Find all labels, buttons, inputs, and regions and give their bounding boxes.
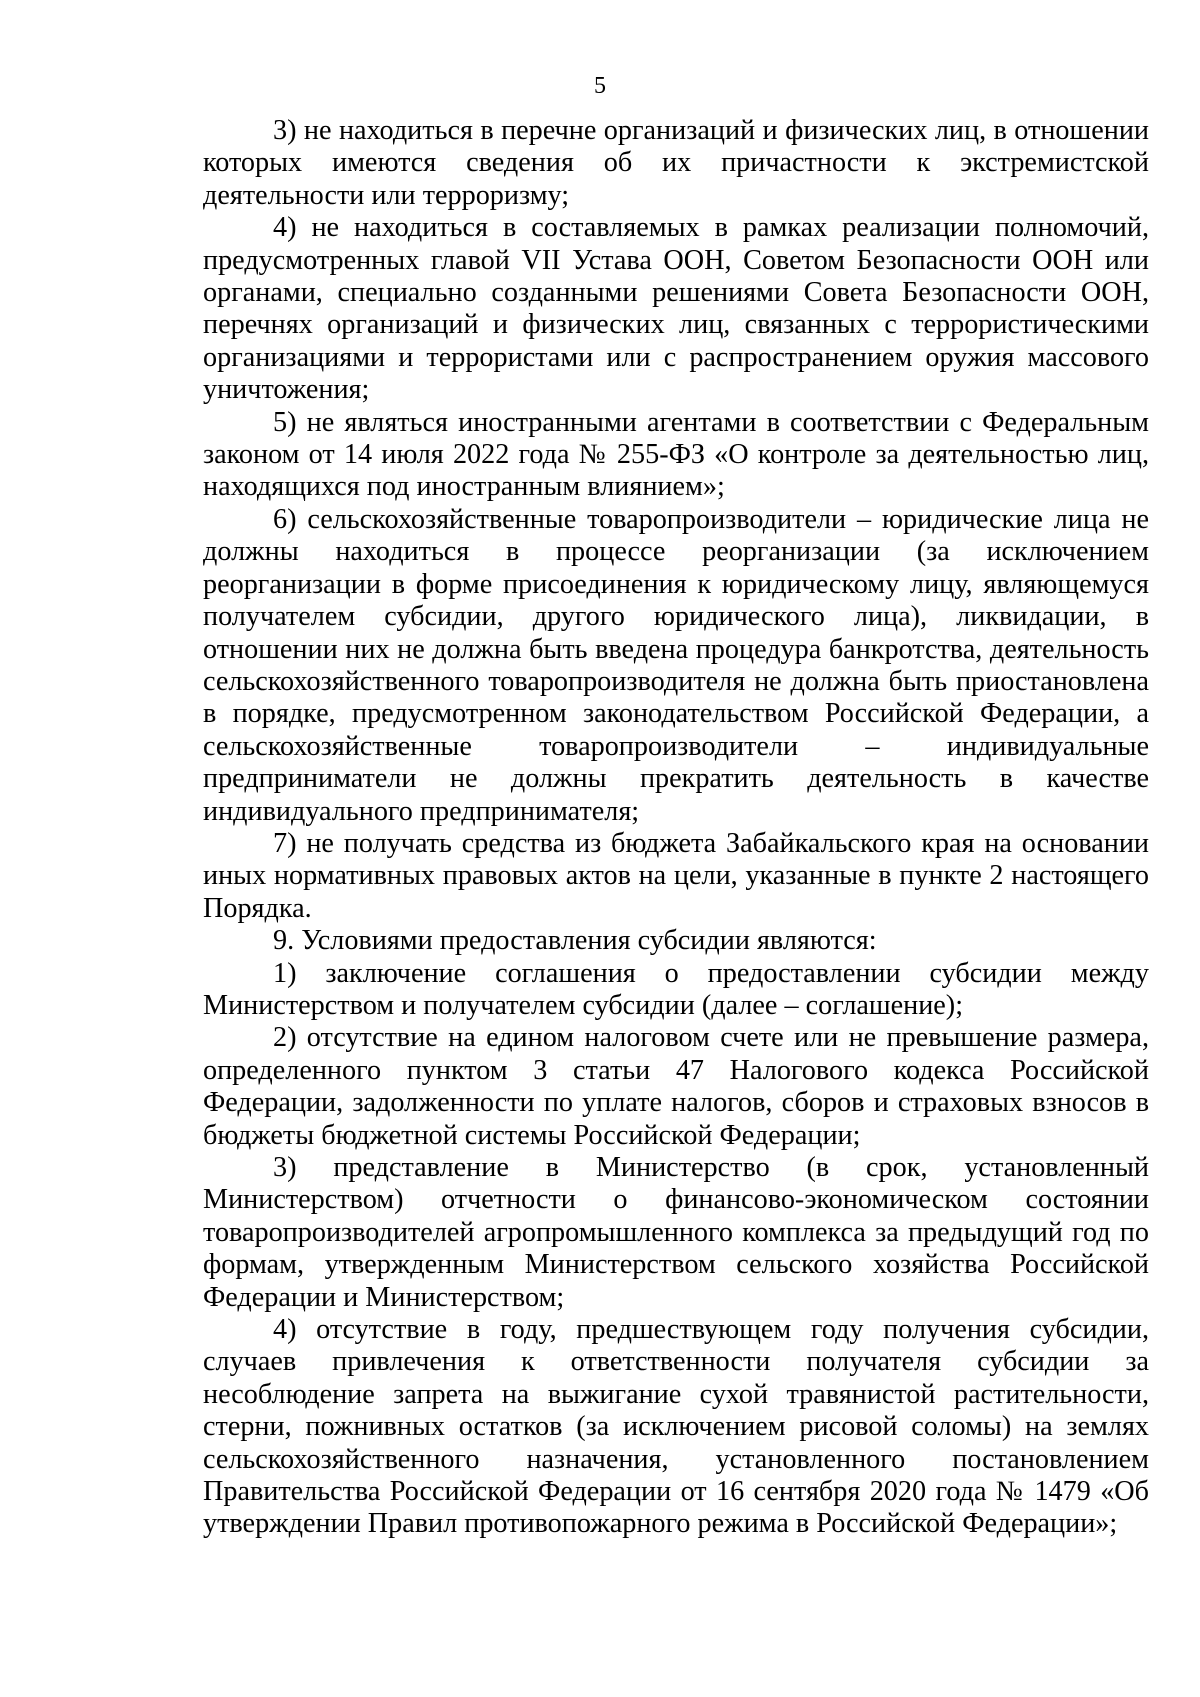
paragraph-condition-4-burning-ban: 4) отсутствие в году, предшествующем году получения субсидии, случаев привлечения к ответственности получателя субсидии за несоблюдение запрета на выжигание сухой травянистой растительности, стерни, пожнивных остатков (за исключением рисовой соломы) на землях сельскохозяйственного назначения, установленного постановлением Правительства Российской Федерации от 16 сентября 2020 года № 1479 «Об утверждении Правил противопожарного режима в Российской Федерации»;: [203, 1314, 1149, 1540]
document-body: [203, 115, 1149, 1541]
paragraph-item-5-foreign-agents: 5) не являться иностранными агентами в соответствии с Федеральным законом от 14 июля 2022 года № 255-ФЗ «О контроле за деятельностью лиц, находящихся под иностранным влиянием»;: [203, 406, 1149, 503]
paragraph-item-6-reorganization: 6) сельскохозяйственные товаропроизводители – юридические лица не должны находиться в процессе реорганизации (за исключением реорганизации в форме присоединения к юридическому лицу, являющемуся получателем субсидии, другого юридического лица), ликвидации, в отношении них не должна быть введена процедура банкротства, деятельность сельскохозяйственного товаропроизводителя не должна быть приостановлена в порядке, предусмотренном законодательством Российской Федерации, а сельскохозяйственные товаропроизводители – индивидуальные предприниматели не должны прекратить деятельность в качестве индивидуального предпринимателя;: [203, 503, 1149, 827]
page-number: 5: [594, 73, 606, 99]
paragraph-item-4-un-sanctions-list: 4) не находиться в составляемых в рамках реализации полномочий, предусмотренных главой VII Устава ООН, Советом Безопасности ООН или органами, специально созданными решениями Совета Безопасности ООН, перечнях организаций и физических лиц, связанных с террористическими организациями и террористами или с распространением оружия массового уничтожения;: [203, 212, 1149, 406]
paragraph-condition-1-agreement: 1) заключение соглашения о предоставлении субсидии между Министерством и получателем субсидии (далее – соглашение);: [203, 957, 1149, 1021]
paragraph-condition-2-tax-debt: 2) отсутствие на едином налоговом счете или не превышение размера, определенного пунктом 3 статьи 47 Налогового кодекса Российской Федерации, задолженности по уплате налогов, сборов и страховых взносов в бюджеты бюджетной системы Российской Федерации;: [203, 1022, 1149, 1151]
paragraph-item-7-budget-funds: 7) не получать средства из бюджета Забайкальского края на основании иных нормативных правовых актов на цели, указанные в пункте 2 настоящего Порядка.: [203, 827, 1149, 924]
paragraph-item-3-extremism-list: 3) не находиться в перечне организаций и физических лиц, в отношении которых имеются сведения об их причастности к экстремистской деятельности или терроризму;: [203, 115, 1149, 211]
paragraph-section-9-heading: 9. Условиями предоставления субсидии являются:: [273, 925, 877, 957]
paragraph-condition-3-reporting: 3) представление в Министерство (в срок, установленный Министерством) отчетности о финансово-экономическом состоянии товаропроизводителей агропромышленного комплекса за предыдущий год по формам, утвержденным Министерством сельского хозяйства Российской Федерации и Министерством;: [203, 1152, 1149, 1313]
